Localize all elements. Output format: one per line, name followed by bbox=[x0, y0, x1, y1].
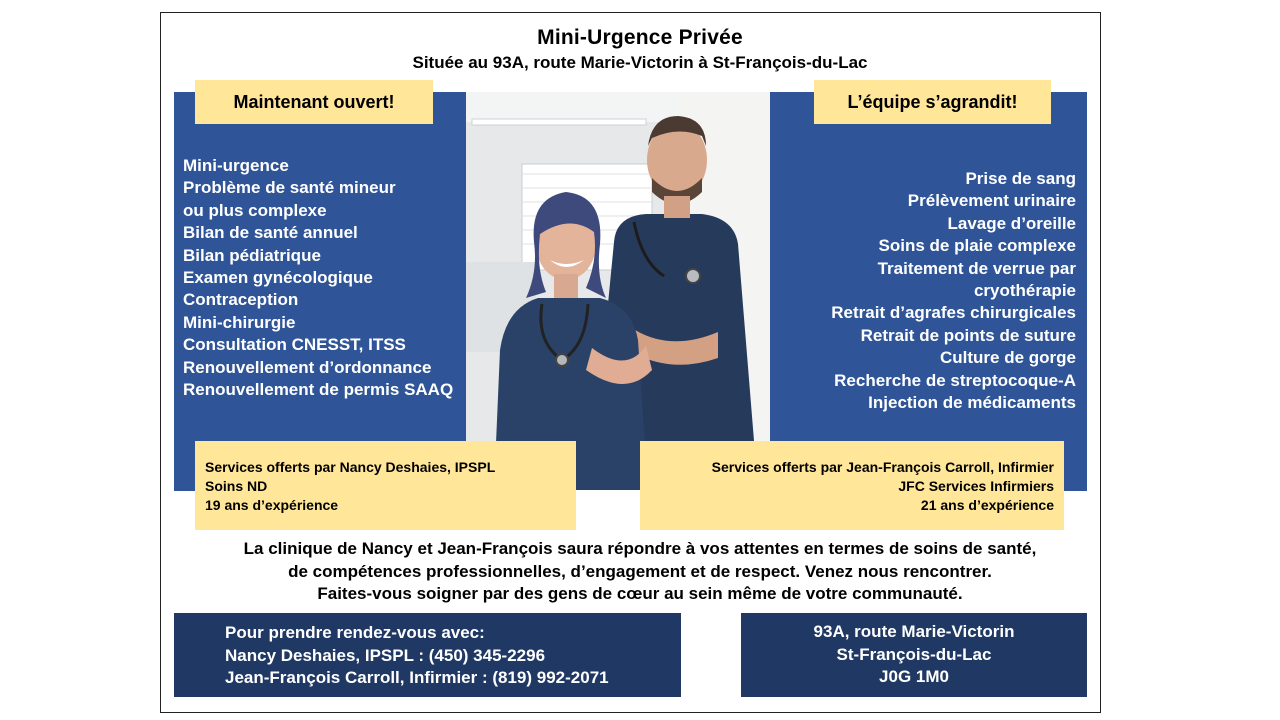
clinic-description bbox=[160, 538, 1120, 606]
nancy-info-card bbox=[195, 441, 576, 530]
card-line: JFC Services Infirmiers bbox=[898, 478, 1054, 494]
poster-subtitle: Située au 93A, route Marie-Victorin à St-François-du-Lac bbox=[412, 53, 868, 72]
list-item: Retrait d’agrafes chirurgicales bbox=[831, 303, 1076, 323]
appointment-jean-francois: Jean-François Carroll, Infirmier : (819) 992-2071 bbox=[225, 668, 609, 688]
card-line: 21 ans d’expérience bbox=[920, 497, 1054, 513]
address-street: 93A, route Marie-Victorin bbox=[813, 622, 1015, 641]
now-open-badge: Maintenant ouvert! bbox=[195, 80, 433, 124]
jean-francois-info-card bbox=[640, 441, 1064, 530]
card-line: Services offerts par Nancy Deshaies, IPSPL bbox=[205, 459, 496, 475]
staff-photo bbox=[466, 92, 770, 490]
list-item: Mini-urgence bbox=[183, 156, 289, 175]
appointment-box bbox=[174, 613, 681, 697]
description-line: de compétences professionnelles, d’engagement et de respect. Venez nous rencontrer. bbox=[288, 561, 992, 581]
description-line: La clinique de Nancy et Jean-François saura répondre à vos attentes en termes de soins de santé, bbox=[243, 539, 1037, 558]
list-item: Lavage d’oreille bbox=[947, 213, 1076, 233]
list-item: Renouvellement de permis SAAQ bbox=[183, 380, 454, 400]
list-item: Culture de gorge bbox=[939, 348, 1076, 368]
list-item: Consultation CNESST, ITSS bbox=[183, 335, 406, 355]
list-item: Bilan de santé annuel bbox=[183, 223, 358, 243]
poster-title: Mini-Urgence Privée bbox=[537, 26, 743, 49]
list-item: Traitement de verrue par bbox=[877, 258, 1076, 278]
list-item: Contraception bbox=[183, 290, 299, 310]
card-line: 19 ans d’expérience bbox=[205, 497, 339, 513]
description-line: Faites-vous soigner par des gens de cœur au sein même de votre communauté. bbox=[317, 584, 963, 604]
left-services-list bbox=[183, 155, 493, 401]
list-item: Bilan pédiatrique bbox=[183, 245, 321, 265]
list-item: Prélèvement urinaire bbox=[907, 191, 1076, 211]
right-services-list bbox=[780, 168, 1076, 414]
address-city: St-François-du-Lac bbox=[836, 644, 992, 664]
appointment-heading: Pour prendre rendez-vous avec: bbox=[225, 623, 485, 642]
list-item: Retrait de points de suture bbox=[860, 325, 1076, 345]
list-item: Problème de santé mineur bbox=[183, 178, 396, 198]
list-item: Soins de plaie complexe bbox=[878, 236, 1076, 256]
card-line: Services offerts par Jean-François Carroll, Infirmier bbox=[711, 459, 1054, 475]
list-item: ou plus complexe bbox=[183, 200, 327, 220]
address-postal: J0G 1M0 bbox=[879, 667, 949, 687]
card-line: Soins ND bbox=[205, 478, 268, 494]
list-item: Mini-chirurgie bbox=[183, 312, 296, 332]
team-growing-badge: L’équipe s’agrandit! bbox=[814, 80, 1051, 124]
list-item: Injection de médicaments bbox=[868, 393, 1076, 413]
list-item: cryothérapie bbox=[973, 281, 1076, 301]
list-item: Renouvellement d’ordonnance bbox=[183, 357, 432, 377]
address-box bbox=[741, 613, 1087, 697]
list-item: Recherche de streptocoque-A bbox=[834, 370, 1076, 390]
list-item: Examen gynécologique bbox=[183, 268, 373, 288]
list-item: Prise de sang bbox=[965, 169, 1076, 188]
appointment-nancy: Nancy Deshaies, IPSPL : (450) 345-2296 bbox=[225, 645, 546, 665]
